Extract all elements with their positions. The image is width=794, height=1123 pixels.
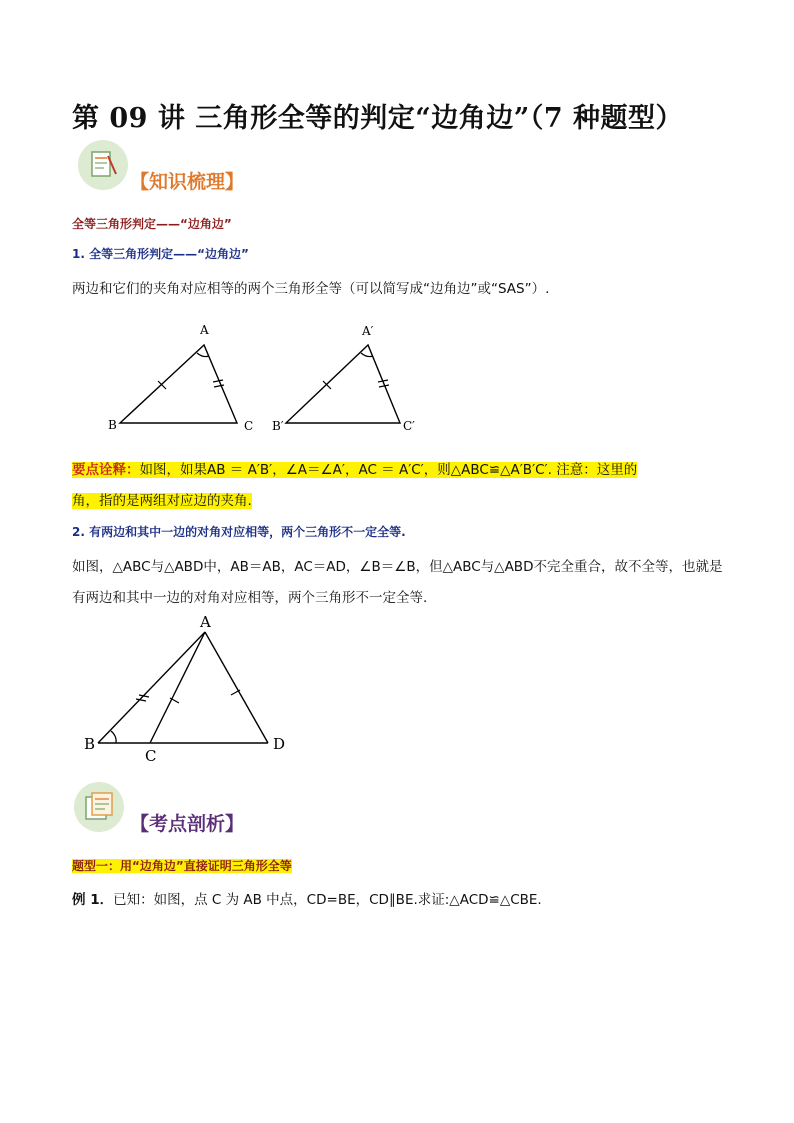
example1 (72, 888, 542, 908)
figure-sas-triangles (100, 318, 430, 438)
vertex-label-b-prime: B′ (272, 419, 284, 433)
type1-heading-text: 题型一：用“边角边”直接证明三角形全等 (72, 859, 292, 873)
section-heading-analysis: 【考点剖析】 (130, 813, 245, 835)
note-line-2 (72, 489, 252, 509)
note-line-1 (72, 458, 637, 478)
page-title: 第 09 讲 三角形全等的判定“边角边”（7 种题型） (72, 103, 684, 134)
note-label: 要点诠释： (72, 462, 140, 478)
topic-heading: 全等三角形判定——“边角边” (72, 217, 232, 231)
vertex-label-c-prime: C′ (403, 419, 415, 433)
note-text-1: 如图，如果AB ＝ A′B′，∠A＝∠A′，AC ＝ A′C′，则△ABC≌△A′B′C′. 注意：这里的 (139, 462, 638, 478)
section-heading-knowledge: 【知识梳理】 (130, 171, 245, 193)
figure-ssa-triangles (80, 610, 295, 770)
type1-heading (72, 857, 292, 874)
example1-label: 例 1． (72, 892, 114, 908)
vertex-label-c: C (244, 419, 254, 433)
example1-text: 已知：如图，点 C 为 AB 中点，CD=BE，CD∥BE.求证:△ACD≌△CBE. (113, 892, 542, 908)
item2-line-2: 有两边和其中一边的对角对应相等，两个三角形不一定全等. (72, 590, 428, 606)
documents-icon (74, 782, 124, 832)
item2-heading: 2. 有两边和其中一边的对角对应相等，两个三角形不一定全等. (72, 525, 406, 539)
item2-line-1: 如图，△ABC与△ABD中，AB＝AB，AC＝AD，∠B＝∠B，但△ABC与△ABD不完全重合，故不全等，也就是 (72, 559, 723, 575)
vertex-label-b2: B (84, 735, 96, 753)
vertex-label-b: B (108, 418, 117, 432)
document-pencil-icon (78, 140, 128, 190)
vertex-label-a-prime: A′ (362, 324, 374, 338)
vertex-label-a2: A (200, 613, 211, 631)
note-text-2: 角，指的是两组对应边的夹角. (72, 493, 252, 509)
left-triangle (108, 323, 253, 433)
vertex-label-c2: C (145, 747, 157, 765)
vertex-label-a: A (200, 323, 209, 337)
vertex-label-d2: D (273, 735, 286, 753)
right-triangle (272, 324, 415, 433)
item1-heading: 1. 全等三角形判定——“边角边” (72, 247, 249, 261)
item1-text: 两边和它们的夹角对应相等的两个三角形全等（可以简写成“边角边”或“SAS”）. (72, 281, 550, 297)
